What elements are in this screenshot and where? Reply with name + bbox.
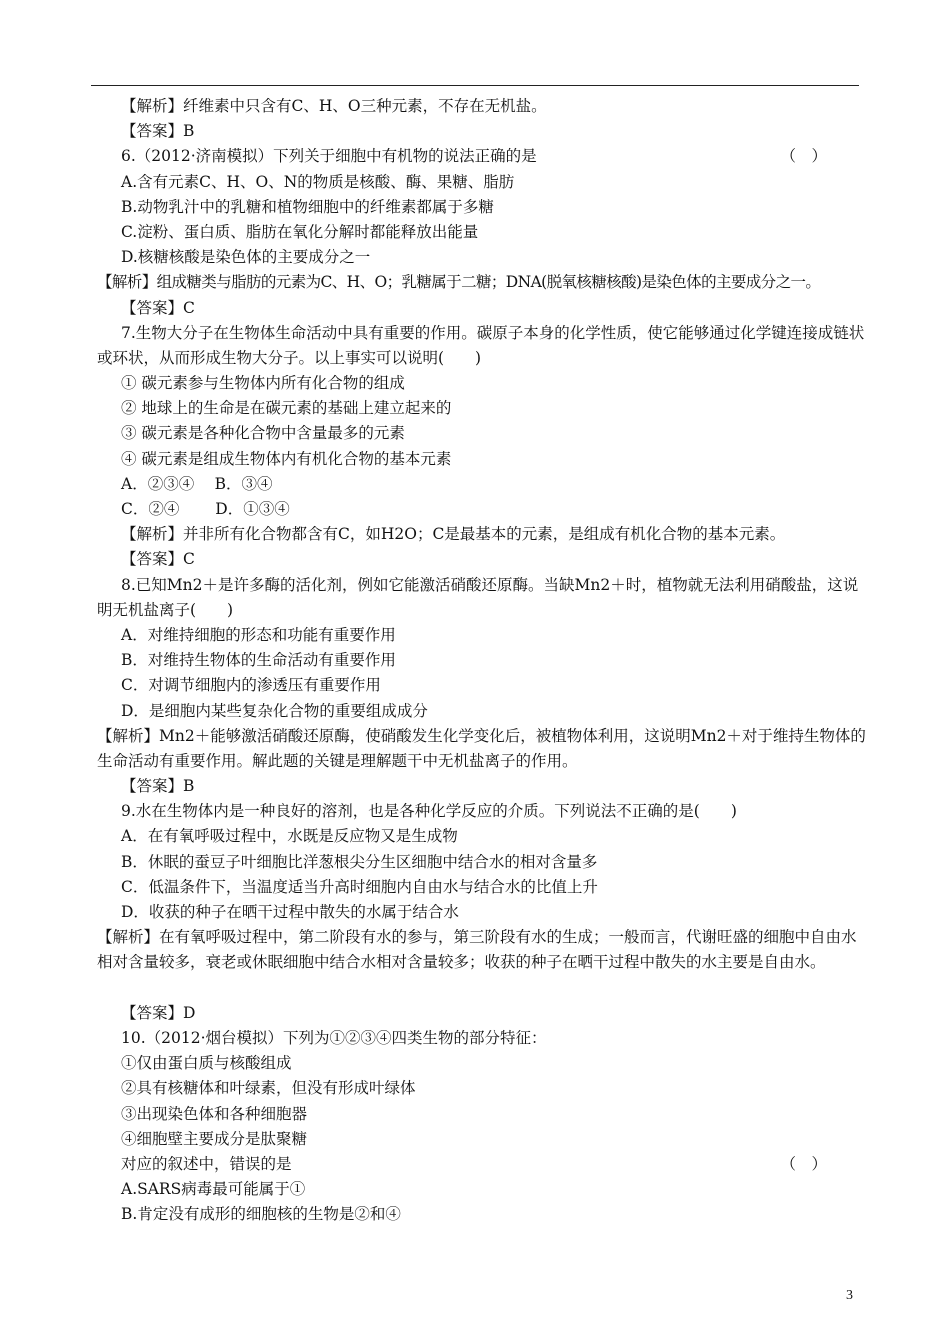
- page-number: 3: [846, 1288, 853, 1303]
- answer-8: 【答案】B: [121, 777, 195, 796]
- q9-option-b: B．休眠的蚕豆子叶细胞比洋葱根尖分生区细胞中结合水的相对含量多: [121, 852, 598, 871]
- q8-option-c: C．对调节细胞内的渗透压有重要作用: [121, 676, 381, 695]
- q10-feature-2: ②具有核糖体和叶绿素，但没有形成叶绿体: [121, 1079, 416, 1098]
- analysis-8: 【解析】Mn2＋能够激活硝酸还原酶，使硝酸发生化学变化后，被植物体利用，这说明Mn2＋对于维持生物体的生命活动有重要作用。解此题的关键是理解题干中无机盐离子的作用。: [97, 726, 866, 770]
- q7-options-ab: A．②③④ B．③④: [121, 474, 273, 493]
- q10-feature-4: ④细胞壁主要成分是肽聚糖: [121, 1129, 308, 1148]
- answer-6: 【答案】C: [121, 298, 195, 317]
- q10-option-a: A.SARS病毒最可能属于①: [121, 1180, 306, 1199]
- q10-prompt-text: 对应的叙述中，错误的是: [121, 1154, 292, 1173]
- page-content: [97, 94, 867, 1228]
- q6-option-b: B.动物乳汁中的乳糖和植物细胞中的纤维素都属于多糖: [121, 197, 494, 216]
- q10-paren: （ ）: [780, 1154, 827, 1173]
- q10-option-b: B.肯定没有成形的细胞核的生物是②和④: [121, 1205, 401, 1224]
- q8-option-b: B．对维持生物体的生命活动有重要作用: [121, 651, 396, 670]
- q10-feature-1: ①仅由蛋白质与核酸组成: [121, 1054, 292, 1073]
- q7-statement-1: ① 碳元素参与生物体内所有化合物的组成: [121, 374, 405, 393]
- question-6-paren: （ ）: [780, 147, 827, 166]
- q6-option-c: C.淀粉、蛋白质、脂肪在氧化分解时都能释放出能量: [121, 222, 479, 241]
- q9-option-c: C．低温条件下，当温度适当升高时细胞内自由水与结合水的比值上升: [121, 877, 598, 896]
- question-10: 10.（2012·烟台模拟）下列为①②③④四类生物的部分特征：: [121, 1029, 547, 1048]
- analysis-7: 【解析】并非所有化合物都含有C，如H2O；C是最基本的元素，是组成有机化合物的基本元素。: [121, 525, 786, 544]
- q7-statement-2: ② 地球上的生命是在碳元素的基础上建立起来的: [121, 399, 452, 418]
- question-6-stem: 6.（2012·济南模拟）下列关于细胞中有机物的说法正确的是: [121, 147, 537, 166]
- answer-5: 【答案】B: [121, 122, 195, 141]
- q7-statement-3: ③ 碳元素是各种化合物中含量最多的元素: [121, 424, 405, 443]
- question-7: 7.生物大分子在生物体生命活动中具有重要的作用。碳原子本身的化学性质，使它能够通过化学键连接成链状或环状，从而形成生物大分子。以上事实可以说明( ): [97, 323, 865, 367]
- q10-prompt: [97, 1152, 867, 1177]
- header-rule: [91, 85, 859, 86]
- analysis-5: 【解析】纤维素中只含有C、H、O三种元素，不存在无机盐。: [121, 97, 547, 115]
- answer-7: 【答案】C: [121, 550, 195, 569]
- q7-statement-4: ④ 碳元素是组成生物体内有机化合物的基本元素: [121, 449, 452, 468]
- analysis-6: 【解析】组成糖类与脂肪的元素为C、H、O；乳糖属于二糖；DNA(脱氧核糖核酸)是染色体的主要成分之一。: [97, 273, 821, 292]
- q8-option-d: D．是细胞内某些复杂化合物的重要组成成分: [121, 701, 428, 720]
- analysis-9: 【解析】在有氧呼吸过程中，第二阶段有水的参与，第三阶段有水的生成；一般而言，代谢旺盛的细胞中自由水相对含量较多，衰老或休眠细胞中结合水相对含量较多；收获的种子在晒干过程中散失的水主要是自由水。: [97, 928, 857, 972]
- q9-option-a: A．在有氧呼吸过程中，水既是反应物又是生成物: [121, 827, 458, 846]
- question-6: [97, 144, 867, 169]
- q7-options-cd: C．②④ D．①③④: [121, 500, 290, 519]
- question-9: 9.水在生物体内是一种良好的溶剂，也是各种化学反应的介质。下列说法不正确的是( ): [121, 802, 737, 821]
- answer-9: 【答案】D: [121, 1003, 196, 1022]
- q9-option-d: D．收获的种子在晒干过程中散失的水属于结合水: [121, 903, 459, 922]
- q6-option-d: D.核糖核酸是染色体的主要成分之一: [121, 248, 371, 267]
- q10-feature-3: ③出现染色体和各种细胞器: [121, 1104, 308, 1123]
- question-8: 8.已知Mn2＋是许多酶的活化剂，例如它能激活硝酸还原酶。当缺Mn2＋时，植物就无法利用硝酸盐，这说明无机盐离子( ): [97, 575, 859, 619]
- q6-option-a: A.含有元素C、H、O、N的物质是核酸、酶、果糖、脂肪: [121, 172, 515, 191]
- q8-option-a: A．对维持细胞的形态和功能有重要作用: [121, 625, 396, 644]
